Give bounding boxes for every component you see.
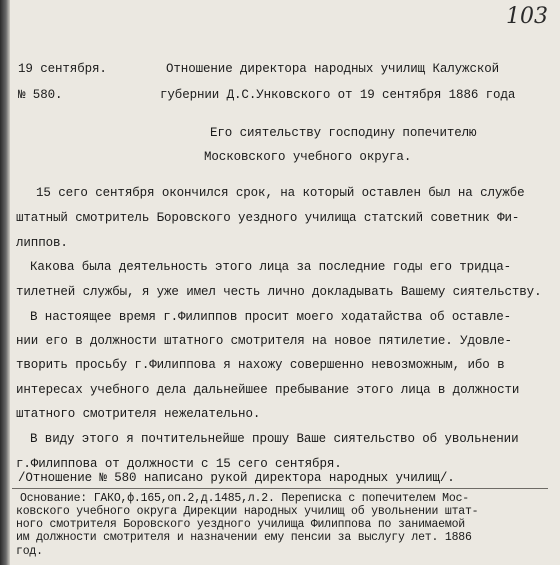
address-line-1: Его сиятельству господину попечителю — [210, 126, 477, 140]
body-line: тилетней службы, я уже имел честь лично докладывать Вашему сиятельству. — [16, 285, 542, 299]
page-number: 103 — [506, 4, 548, 29]
body-line: штатного смотрителя нежелательно. — [16, 407, 261, 421]
binding-edge — [0, 0, 10, 565]
body-line: В виду этого я почтительнейше прошу Ваше сиятельство об увольнении — [30, 432, 519, 446]
document-date: 19 сентября. — [18, 62, 107, 76]
divider — [12, 488, 548, 489]
body-line: штатный смотритель Боровского уездного училища статский советник Фи- — [16, 211, 520, 225]
body-line: липпов. — [16, 236, 68, 250]
document-title-line-2: губернии Д.С.Унковского от 19 сентября 1886 года — [160, 88, 516, 102]
body-line: интересах учебного дела дальнейшее пребывание этого лица в должности — [16, 383, 520, 397]
body-line: Какова была деятельность этого лица за последние годы его тридца- — [30, 260, 512, 274]
source-line: ного смотрителя Боровского уездного училища Филиппова по занимаемой — [16, 518, 465, 531]
source-line: год. — [16, 545, 43, 558]
body-line: В настоящее время г.Филиппов просит моего ходатайства об оставле- — [30, 310, 512, 324]
body-line: творить просьбу г.Филиппова я нахожу совершенно невозможным, ибо в — [16, 358, 505, 372]
document-number: № 580. — [18, 88, 63, 102]
address-line-2: Московского учебного округа. — [204, 150, 412, 164]
source-line: им должности смотрителя и назначении ему пенсии за выслугу лет. 1886 — [16, 531, 472, 544]
body-line: 15 сего сентября окончился срок, на который оставлен был на службе — [36, 186, 525, 200]
body-line: нии его в должности штатного смотрителя на новое пятилетие. Удовле- — [16, 334, 512, 348]
body-line: г.Филиппова от должности с 15 сего сентября. — [16, 457, 342, 471]
source-line: ковского учебного округа Дирекции народных училищ об увольнении штат- — [16, 505, 479, 518]
authorship-note: /Отношение № 580 написано рукой директора народных училищ/. — [18, 471, 455, 485]
document-title-line-1: Отношение директора народных училищ Калужской — [166, 62, 500, 76]
source-line: Основание: ГАКО,ф.165,оп.2,д.1485,л.2. Переписка с попечителем Мос- — [20, 492, 469, 505]
